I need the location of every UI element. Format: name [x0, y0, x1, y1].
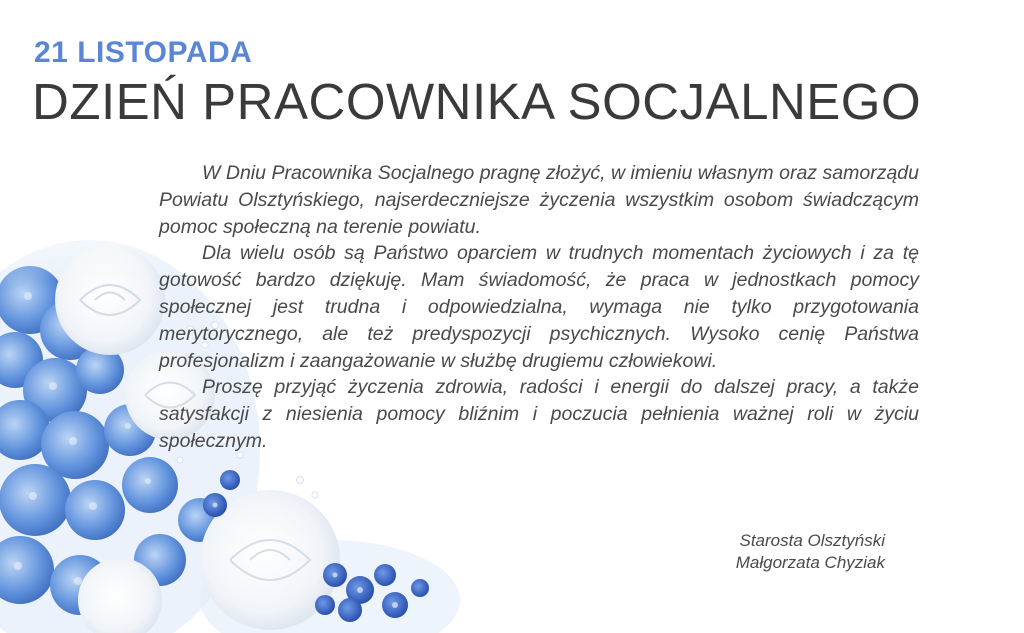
page-title: DZIEŃ PRACOWNIKA SOCJALNEGO — [32, 73, 922, 130]
letter-paragraph: W Dniu Pracownika Socjalnego pragnę złożyć, w imieniu własnym oraz samorządu Powiatu Olsztyńskiego, najserdeczniejsze życzenia wszystkim osobom świadczącym pomoc społeczną na terenie powiatu. — [159, 162, 919, 238]
letter-body — [159, 160, 919, 455]
event-date: 21 LISTOPADA — [34, 36, 253, 69]
signature-role: Starosta Olsztyński — [739, 531, 885, 550]
letter-paragraph: Proszę przyjąć życzenia zdrowia, radości i energii do dalszej pracy, a także satysfakcji z niesienia pomocy bliźnim i poczucia pełnienia ważnej roli w życiu społecznym. — [159, 376, 919, 452]
signature-name: Małgorzata Chyziak — [735, 553, 885, 572]
signature-block — [600, 530, 885, 574]
letter-paragraph: Dla wielu osób są Państwo oparciem w trudnych momentach życiowych i za tę gotowość bardzo dziękuję. Mam świadomość, że praca w jednostkach pomocy społecznej jest trudna i odpowiedzialna, wymaga nie tylko przygotowania merytorycznego, ale też predyspozycji psychicznych. Wysoko cenię Państwa profesjonalizm i zaangażowanie w służbę drugiemu człowiekowi. — [159, 242, 919, 372]
